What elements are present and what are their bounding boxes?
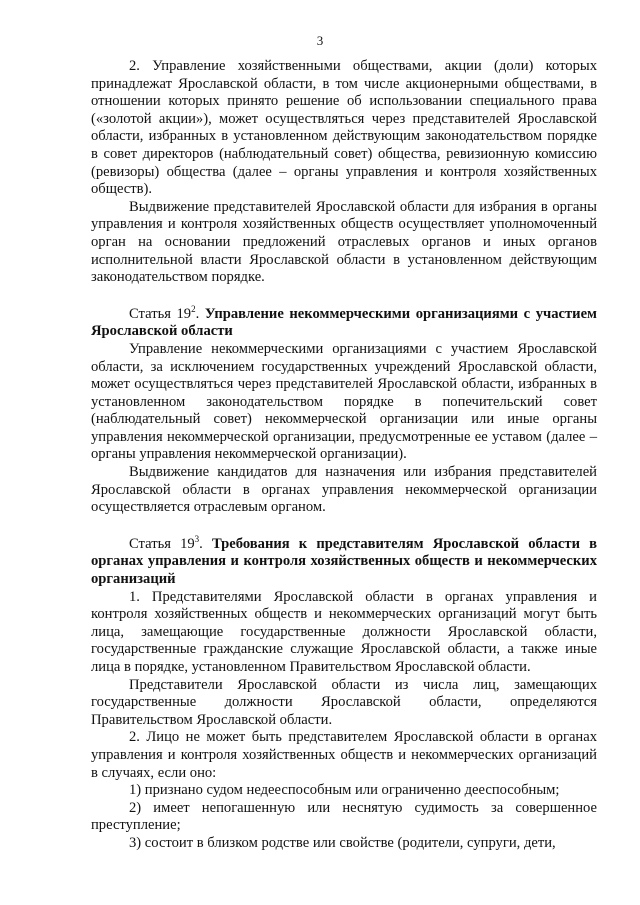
article-separator: . (199, 535, 212, 552)
article-superscript: 3 (194, 533, 200, 544)
paragraph: 2. Управление хозяйственными обществами, акции (доли) которых принадлежат Ярославской области, в том числе акционерными обществами, в отношении которых принято решение об использовании специального права («золотой акции»), может осуществляться через представителей Ярославской области, избранных в установленном действующим законодательством порядке в совет директоров (наблюдательный совет) общества, ревизионную комиссию (ревизоры) общества (далее – органы управления и контроля хозяйственных обществ). (91, 58, 597, 198)
list-item: 2) имеет непогашенную или неснятую судимость за совершенное преступление; (91, 799, 597, 834)
article-heading (91, 303, 597, 341)
article-separator: . (195, 305, 205, 322)
paragraph: Выдвижение кандидатов для назначения или избрания представителей Ярославской области в органах управления некоммерческой организации осуществляется отраслевым органом. (91, 464, 597, 516)
article-title: Управление некоммерческими организациями с участием Ярославской области (91, 305, 597, 340)
article-title: Требования к представителям Ярославской области в органах управления и контроля хозяйственных обществ и некоммерческих организаций (91, 535, 597, 588)
page-number: 3 (316, 33, 324, 48)
article-number: Статья 19 (129, 305, 192, 322)
paragraph: 2. Лицо не может быть представителем Ярославской области в органах управления и контроля хозяйственных обществ и некоммерческих организаций в случаях, если оно: (91, 729, 597, 781)
document-body (91, 58, 597, 853)
article-heading (91, 533, 597, 589)
paragraph: Представители Ярославской области из числа лиц, замещающих государственные должности Ярославской области, определяются Правительством Ярославской области. (91, 676, 597, 728)
paragraph: Управление некоммерческими организациями с участием Ярославской области, за исключением государственных учреждений Ярославской области, может осуществляться через представителей Ярославской области, избранных в установленном законодательством порядке в попечительский совет (наблюдательный совет) некоммерческой организации или иные органы управления некоммерческой организации, предусмотренные ее уставом (далее – органы управления некоммерческой организации). (91, 340, 597, 463)
list-item: 1) признано судом недееспособным или ограниченно дееспособным; (129, 782, 560, 799)
paragraph: Выдвижение представителей Ярославской области для избрания в органы управления и контроля хозяйственных обществ осуществляет уполномоченный орган на основании предложений отраслевых органов и иных органов исполнительной власти Ярославской области в установленном действующим законодательством порядке. (91, 198, 597, 286)
section-gap (91, 517, 597, 536)
article-superscript: 2 (191, 303, 196, 314)
section-gap (91, 287, 597, 306)
paragraph: 1. Представителями Ярославской области в органах управления и контроля хозяйственных обществ и некоммерческих организаций могут быть лица, замещающие государственные должности Ярославской области, государственные гражданские служащие Ярославской области, а также иные лица в порядке, установленном Правительством Ярославской области. (91, 588, 597, 675)
article-number: Статья 19 (129, 535, 195, 552)
list-item: 3) состоит в близком родстве или свойстве (родители, супруги, дети, (129, 834, 556, 851)
